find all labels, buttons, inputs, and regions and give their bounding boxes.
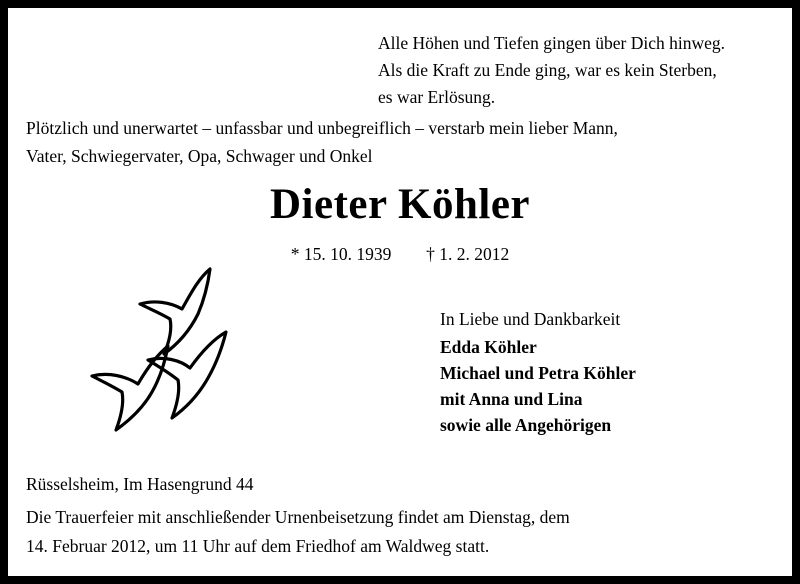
mourner-line-4: sowie alle Angehörigen	[440, 415, 612, 435]
birds-icon	[86, 256, 286, 441]
mourners-lead: In Liebe und Dankbarkeit	[440, 309, 621, 329]
ceremony-line-2: 14. Februar 2012, um 11 Uhr auf dem Friedhof am Waldweg statt.	[26, 536, 490, 556]
opening-verse	[378, 30, 778, 111]
verse-line-1: Alle Höhen und Tiefen gingen über Dich hinweg.	[378, 33, 726, 53]
obituary-content	[8, 8, 792, 576]
announcement-text	[26, 114, 786, 170]
death-date: † 1. 2. 2012	[426, 244, 510, 264]
birth-date: * 15. 10. 1939	[290, 244, 392, 264]
footer-details	[26, 470, 774, 561]
verse-line-3: es war Erlösung.	[378, 87, 496, 107]
mourner-line-1: Edda Köhler	[440, 337, 537, 357]
mourner-line-3: mit Anna und Lina	[440, 389, 583, 409]
mourners-block	[440, 306, 780, 438]
deceased-name: Dieter Köhler	[269, 181, 531, 228]
ceremony-line-1: Die Trauerfeier mit anschließender Urnenbeisetzung findet am Dienstag, dem	[26, 507, 570, 527]
flying-birds-illustration	[86, 256, 286, 441]
announcement-line-2: Vater, Schwiegervater, Opa, Schwager und Onkel	[26, 146, 373, 166]
obituary-notice	[8, 8, 792, 576]
announcement-line-1: Plötzlich und unerwartet – unfassbar und unbegreiflich – verstarb mein lieber Mann,	[26, 118, 618, 138]
mourner-line-2: Michael und Petra Köhler	[440, 363, 636, 383]
place-line: Rüsselsheim, Im Hasengrund 44	[26, 474, 254, 494]
verse-line-2: Als die Kraft zu Ende ging, war es kein Sterben,	[378, 60, 717, 80]
